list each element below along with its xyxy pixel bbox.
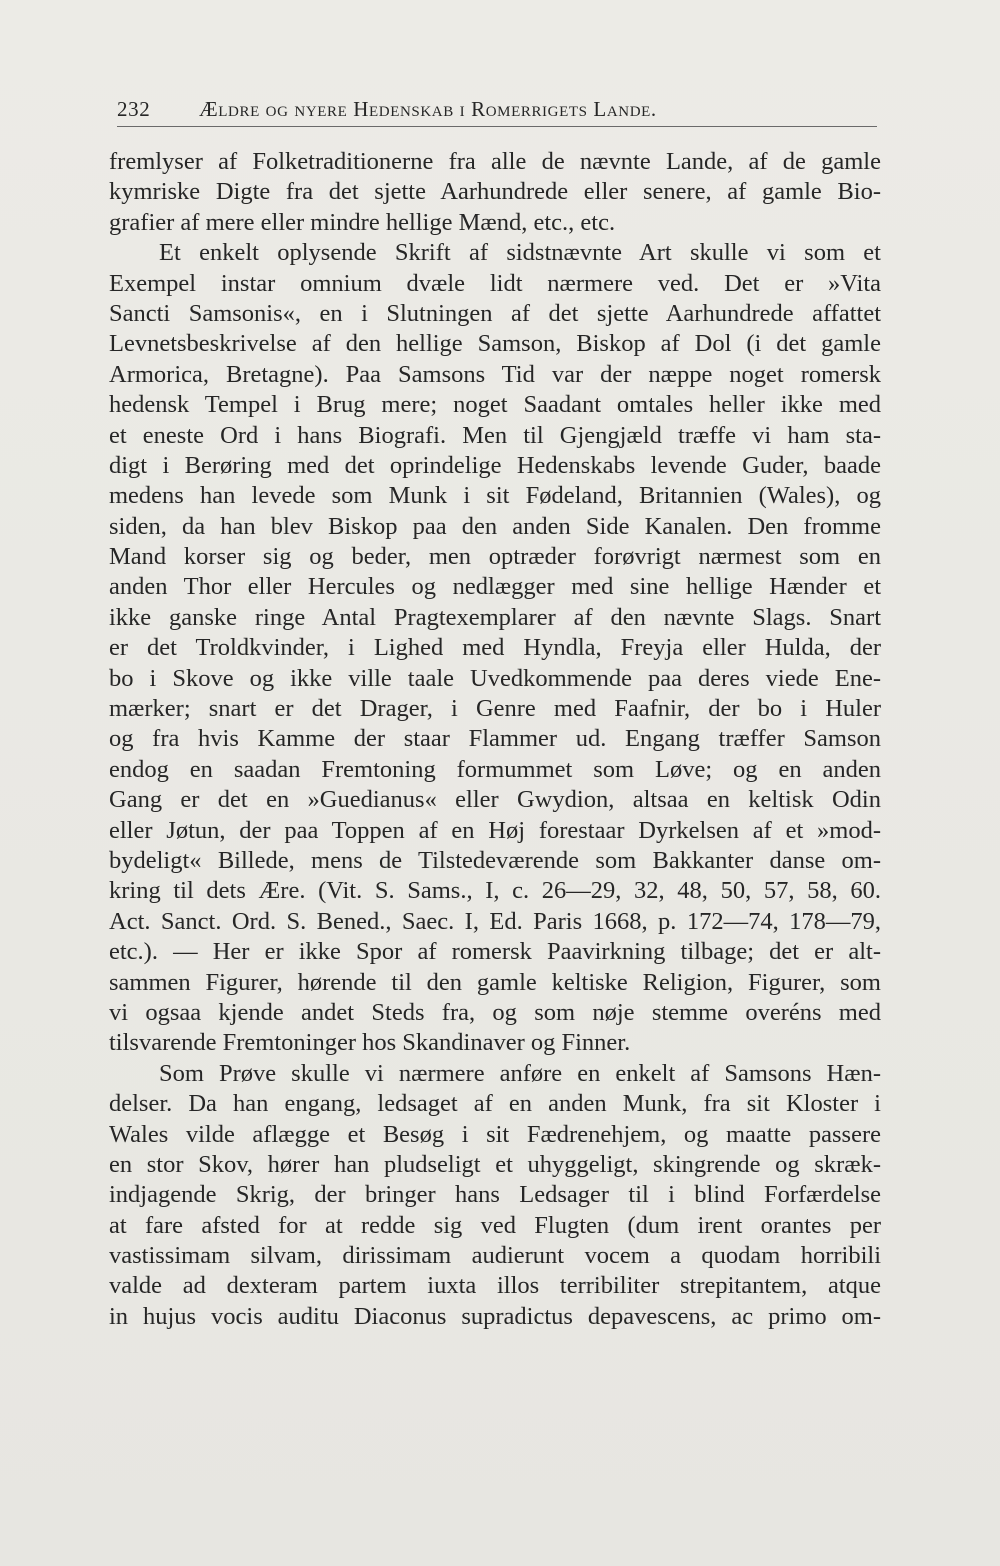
text-line: grafier af mere eller mindre hellige Mænd, etc., etc.: [109, 208, 616, 236]
text-line: ikke ganske ringe Antal Pragtexemplarer af den nævnte Slags. Snart: [109, 603, 881, 631]
running-head: [117, 96, 877, 127]
text-line: hedensk Tempel i Brug mere; noget Saadant omtales heller ikke med: [109, 391, 881, 419]
text-line: endog en saadan Fremtoning formummet som Løve; og en anden: [109, 755, 881, 783]
text-line: Armorica, Bretagne). Paa Samsons Tid var der næppe noget romersk: [109, 360, 881, 388]
text-line: og fra hvis Kamme der staar Flammer ud. Engang træffer Samson: [109, 725, 881, 753]
text-line: en stor Skov, hører han pludseligt et uhyggeligt, skingrende og skræk-: [109, 1150, 881, 1178]
text-line: indjagende Skrig, der bringer hans Ledsager til i blind Forfærdelse: [109, 1181, 881, 1209]
text-line: in hujus vocis auditu Diaconus supradictus depavescens, ac primo om-: [109, 1302, 881, 1330]
text-line: valde ad dexteram partem iuxta illos terribiliter strepitantem, atque: [109, 1272, 881, 1300]
text-line: anden Thor eller Hercules og nedlægger med sine hellige Hænder et: [109, 573, 881, 601]
text-line: Exempel instar omnium dvæle lidt nærmere ved. Det er »Vita: [109, 269, 881, 297]
body-text: [109, 147, 881, 1332]
text-line: digt i Berøring med det oprindelige Hedenskabs levende Guder, baade: [109, 451, 881, 479]
text-line: Act. Sanct. Ord. S. Bened., Saec. I, Ed. Paris 1668, p. 172—74, 178—79,: [109, 907, 881, 935]
text-line: vi ogsaa kjende andet Steds fra, og som nøje stemme overéns med: [109, 998, 881, 1026]
text-line: at fare afsted for at redde sig ved Flugten (dum irent orantes per: [109, 1211, 881, 1239]
text-line: Wales vilde aflægge et Besøg i sit Fædrenehjem, og maatte passere: [109, 1120, 881, 1148]
running-head-title: Ældre og nyere Hedenskab i Romerrigets Lande.: [199, 97, 657, 121]
text-line: vastissimam silvam, dirissimam audierunt vocem a quodam horribili: [109, 1242, 881, 1270]
text-line: eller Jøtun, der paa Toppen af en Høj forestaar Dyrkelsen af et »mod-: [109, 816, 881, 844]
text-line: Sancti Samsonis«, en i Slutningen af det sjette Aarhundrede affattet: [109, 299, 881, 327]
text-line: sammen Figurer, hørende til den gamle keltiske Religion, Figurer, som: [109, 968, 881, 996]
text-line: Gang er det en »Guedianus« eller Gwydion, altsaa en keltisk Odin: [109, 786, 881, 814]
text-line: kring til dets Ære. (Vit. S. Sams., I, c. 26—29, 32, 48, 50, 57, 58, 60.: [109, 877, 881, 905]
text-line: tilsvarende Fremtoninger hos Skandinaver og Finner.: [109, 1029, 631, 1057]
text-line: Et enkelt oplysende Skrift af sidstnævnte Art skulle vi som et: [159, 239, 881, 267]
text-line: etc.). — Her er ikke Spor af romersk Paavirkning tilbage; det er alt-: [109, 938, 881, 966]
text-line: Mand korser sig og beder, men optræder forøvrigt nærmest som en: [109, 543, 881, 571]
text-line: bydeligt« Billede, mens de Tilstedeværende som Bakkanter danse om-: [109, 846, 881, 874]
text-line: medens han levede som Munk i sit Fødeland, Britannien (Wales), og: [109, 482, 881, 510]
text-line: er det Troldkvinder, i Lighed med Hyndla, Freyja eller Hulda, der: [109, 634, 881, 662]
text-line: fremlyser af Folketraditionerne fra alle de nævnte Lande, af de gamle: [109, 148, 881, 175]
page-number: 232: [117, 97, 151, 121]
text-line: siden, da han blev Biskop paa den anden Side Kanalen. Den fromme: [109, 512, 881, 540]
text-line: delser. Da han engang, ledsaget af en anden Munk, fra sit Kloster i: [109, 1090, 881, 1118]
text-line: et eneste Ord i hans Biografi. Men til Gjengjæld træffe vi ham sta-: [109, 421, 881, 449]
text-line: Levnetsbeskrivelse af den hellige Samson, Biskop af Dol (i det gamle: [109, 330, 881, 358]
text-line: kymriske Digte fra det sjette Aarhundrede eller senere, af gamle Bio-: [109, 178, 881, 206]
text-line: bo i Skove og ikke ville taale Uvedkommende paa deres viede Ene-: [109, 664, 881, 692]
text-line: mærker; snart er det Drager, i Genre med Faafnir, der bo i Huler: [109, 695, 881, 723]
text-line: Som Prøve skulle vi nærmere anføre en enkelt af Samsons Hæn-: [159, 1059, 881, 1087]
